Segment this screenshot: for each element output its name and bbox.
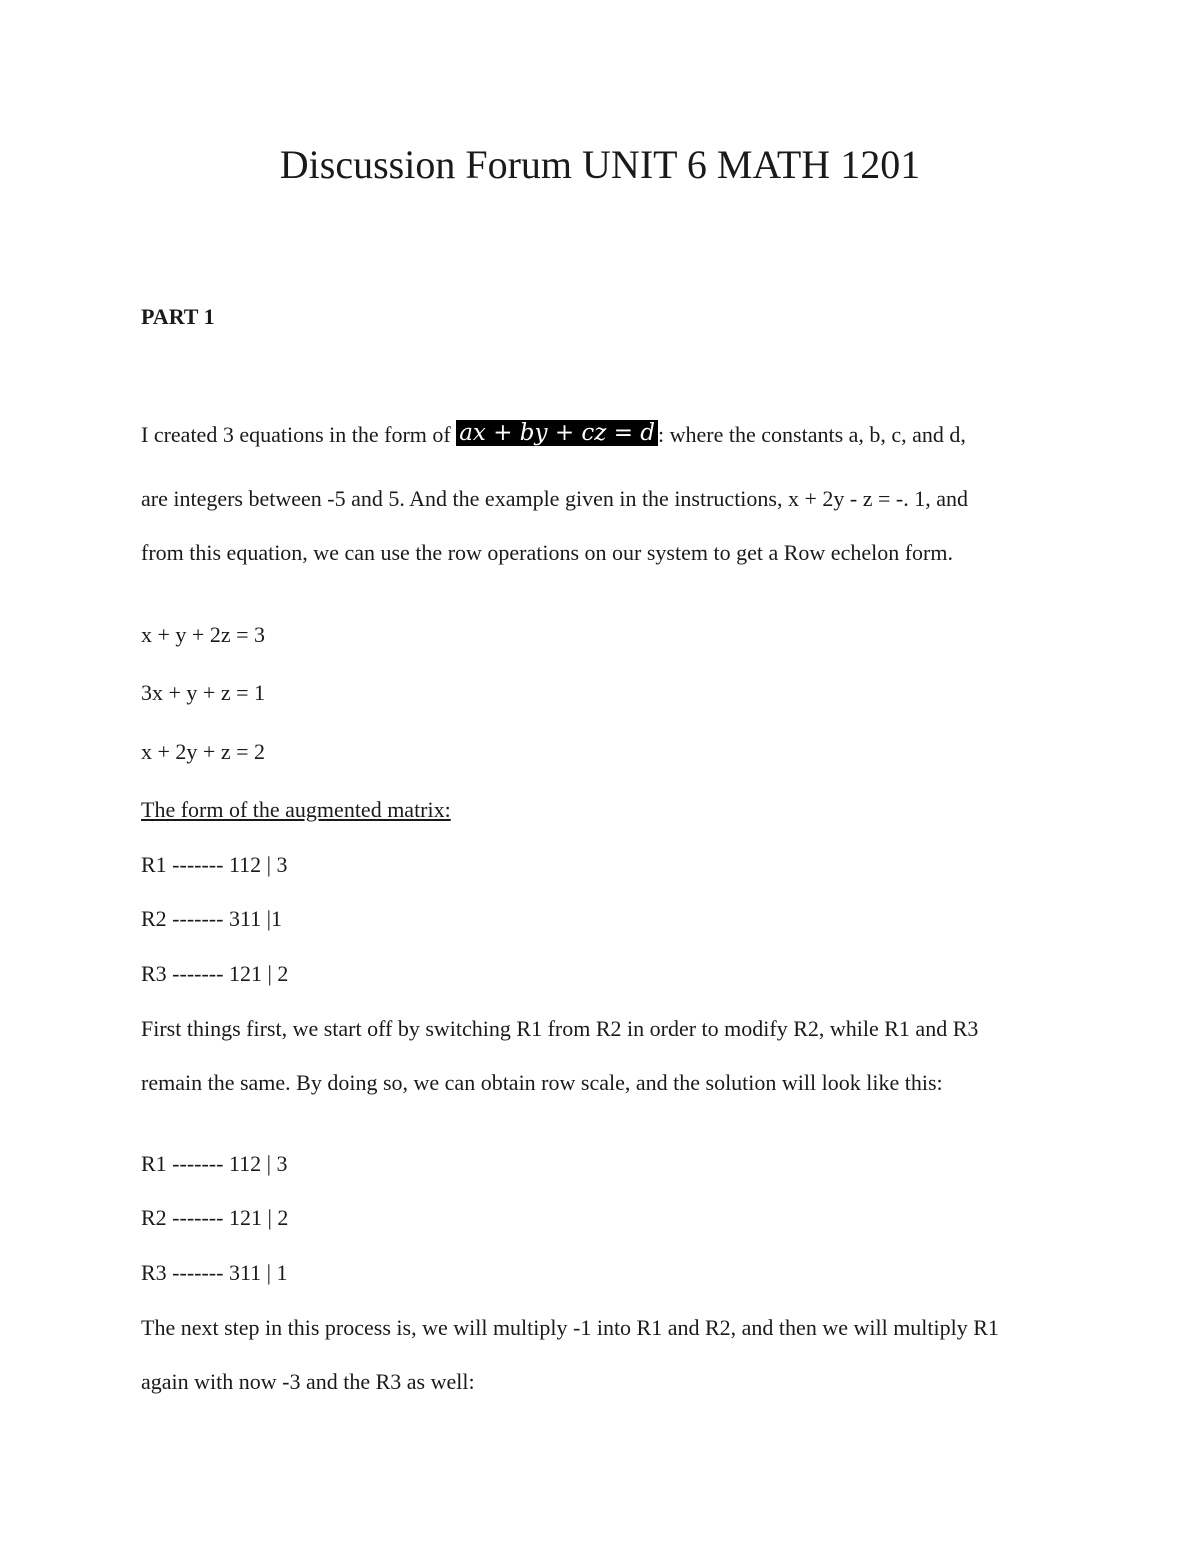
- step1-line-1: First things first, we start off by switching R1 from R2 in order to modify R2, while R1 and R3: [141, 1016, 979, 1041]
- intro-text-before-formula: I created 3 equations in the form of: [141, 422, 457, 447]
- matrix1-row-2: R2 ------- 311 |1: [141, 906, 283, 931]
- matrix2-row-2: R2 ------- 121 | 2: [141, 1205, 289, 1230]
- equation-3: x + 2y + z = 2: [141, 739, 265, 764]
- formula-image: ax + by + cz = d: [456, 420, 658, 446]
- matrix1-row-3: R3 ------- 121 | 2: [141, 961, 289, 986]
- step2-line-1: The next step in this process is, we will multiply -1 into R1 and R2, and then we will multiply R1: [141, 1315, 999, 1340]
- intro-line-3: from this equation, we can use the row operations on our system to get a Row echelon form.: [141, 540, 953, 565]
- equation-2: 3x + y + z = 1: [141, 680, 265, 705]
- intro-text-after-formula: : where the constants a, b, c, and d,: [658, 422, 966, 447]
- intro-line-1: [141, 420, 966, 449]
- matrix-label: The form of the augmented matrix:: [141, 797, 451, 822]
- step2-line-2: again with now -3 and the R3 as well:: [141, 1369, 475, 1394]
- document-title: Discussion Forum UNIT 6 MATH 1201: [279, 142, 921, 187]
- part-heading: PART 1: [141, 304, 215, 329]
- matrix1-row-1: R1 ------- 112 | 3: [141, 852, 288, 877]
- matrix2-row-1: R1 ------- 112 | 3: [141, 1151, 288, 1176]
- matrix2-row-3: R3 ------- 311 | 1: [141, 1260, 288, 1285]
- equation-1: x + y + 2z = 3: [141, 622, 265, 647]
- intro-line-2: are integers between -5 and 5. And the example given in the instructions, x + 2y - z = -. 1, and: [141, 486, 968, 511]
- step1-line-2: remain the same. By doing so, we can obtain row scale, and the solution will look like this:: [141, 1070, 943, 1095]
